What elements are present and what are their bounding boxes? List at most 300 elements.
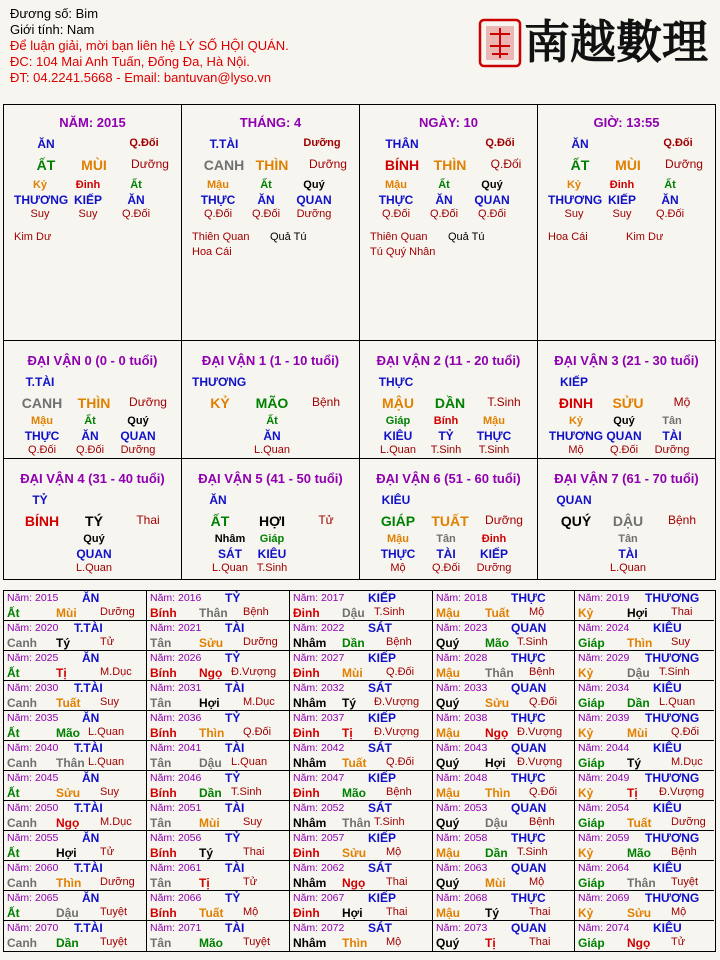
year-stem: Nhâm: [293, 876, 327, 890]
year-star: QUAN: [511, 801, 547, 815]
branch: THÌN: [255, 157, 289, 173]
year-stem: Mậu: [436, 726, 460, 740]
year-stem: Đinh: [293, 906, 320, 920]
year-stem: Giáp: [578, 876, 605, 890]
year-cell: [4, 711, 147, 741]
year-branch: Dần: [199, 786, 222, 800]
year-stage: M.Dục: [243, 696, 275, 708]
year-cell: [433, 831, 575, 861]
year-star: ĂN: [82, 711, 100, 725]
branch-star: Q.Đối: [129, 137, 159, 149]
year-stage: L.Quan: [88, 756, 125, 768]
year-branch: Sửu: [56, 786, 81, 800]
dai-van-cell: [4, 341, 182, 459]
year-branch: Thân: [342, 816, 371, 830]
dai-van-hidden-star: TỶ: [438, 429, 454, 443]
year-stage: Đ.Vượng: [517, 726, 563, 738]
year-cell: [147, 861, 290, 891]
pillar-title: NGÀY: 10: [419, 115, 478, 130]
year-stage: M.Dục: [671, 756, 703, 768]
stem-star: T.TÀI: [209, 137, 239, 151]
dai-van-hidden-star: QUAN: [606, 429, 642, 443]
year-cell: [433, 891, 575, 921]
dai-van-branch: TÝ: [85, 513, 103, 529]
year-stage: Mộ: [386, 846, 402, 858]
branch-star: Q.Đối: [663, 137, 693, 149]
year-stem: Ất: [7, 606, 20, 620]
year-label: Năm: 2044: [578, 742, 630, 754]
hidden-stage: Suy: [612, 208, 632, 220]
year-branch: Dần: [485, 846, 508, 860]
year-label: Năm: 2026: [150, 652, 202, 664]
year-stage: Bệnh: [243, 606, 269, 618]
year-branch: Thìn: [485, 786, 511, 800]
year-star: T.TÀI: [74, 861, 103, 875]
year-label: Năm: 2059: [578, 832, 630, 844]
year-label: Năm: 2034: [578, 682, 630, 694]
year-cell: [433, 861, 575, 891]
stem-star: ĂN: [37, 137, 55, 151]
year-stage: Suy: [243, 816, 262, 828]
year-label: Năm: 2036: [150, 712, 202, 724]
year-label: Năm: 2031: [150, 682, 202, 694]
year-star: T.TÀI: [74, 681, 103, 695]
dai-van-hidden-stage: Q.Đối: [75, 444, 105, 456]
year-label: Năm: 2074: [578, 922, 630, 934]
year-star: KIÊU: [653, 861, 682, 875]
year-stage: Dưỡng: [100, 606, 135, 618]
dai-van-hidden-stage: Q.Đối: [609, 444, 639, 456]
year-stage: Đ.Vượng: [374, 696, 420, 708]
year-cell: [147, 681, 290, 711]
year-cell: [433, 681, 575, 711]
year-stage: M.Dục: [100, 666, 132, 678]
year-label: Năm: 2025: [7, 652, 59, 664]
hidden-stem: Mậu: [385, 179, 407, 191]
dai-van-hidden-stem: Mậu: [387, 533, 409, 545]
year-stage: Thai: [386, 906, 408, 918]
year-branch: Dần: [627, 696, 650, 710]
year-branch: Dậu: [627, 666, 650, 680]
year-cell: [4, 681, 147, 711]
dai-van-star: THƯƠNG: [192, 375, 247, 389]
year-stem: Kỷ: [578, 906, 594, 920]
pillar-title: THÁNG: 4: [239, 115, 302, 130]
year-label: Năm: 2018: [436, 592, 488, 604]
hidden-stem: Ất: [260, 179, 272, 191]
year-cell: [290, 711, 433, 741]
branch: MÙI: [81, 157, 107, 173]
hidden-star: ĂN: [661, 193, 679, 207]
year-stage: Q.Đối: [386, 666, 415, 678]
year-cell: [575, 621, 714, 651]
dai-van-hidden-star: KIÊU: [257, 547, 287, 561]
stage: Dưỡng: [665, 157, 703, 171]
year-stem: Canh: [7, 756, 37, 770]
year-stem: Bính: [150, 906, 177, 920]
year-cell: [433, 621, 575, 651]
year-cell: [433, 741, 575, 771]
year-cell: [433, 591, 575, 621]
dai-van-hidden-stem: Ất: [266, 415, 278, 427]
year-stem: Kỷ: [578, 786, 594, 800]
year-stage: Thai: [671, 606, 693, 618]
year-branch: Hợi: [199, 696, 220, 710]
dai-van-hidden-stage: L.Quan: [75, 562, 113, 574]
dai-van-stem: QUÝ: [560, 513, 592, 529]
year-branch: Tị: [199, 876, 210, 890]
year-branch: Ngọ: [56, 816, 80, 830]
dai-van-hidden-stem: Quý: [613, 415, 635, 427]
year-stem: Bính: [150, 606, 177, 620]
dai-van-hidden-stem: Bính: [433, 415, 459, 427]
year-stem: Tân: [150, 756, 172, 770]
dai-van-branch: SỬU: [612, 395, 644, 411]
year-stage: Bệnh: [529, 816, 555, 828]
year-stage: Đ.Vượng: [374, 726, 420, 738]
year-stem: Ất: [7, 726, 20, 740]
year-stage: Mộ: [243, 906, 259, 918]
year-star: TÀI: [225, 681, 245, 695]
year-stage: Tuyệt: [671, 876, 699, 888]
dai-van-star: KIẾP: [559, 375, 588, 389]
year-cell: [4, 801, 147, 831]
dai-van-hidden-stem: Mậu: [483, 415, 505, 427]
dai-van-cell: [182, 459, 360, 579]
year-star: TÀI: [225, 861, 245, 875]
dai-van-stage: Tử: [318, 513, 334, 527]
year-label: Năm: 2030: [7, 682, 59, 694]
year-stage: Đ.Vượng: [517, 756, 563, 768]
year-star: QUAN: [511, 921, 547, 935]
year-stage: Bệnh: [386, 636, 412, 648]
header-info: [10, 6, 480, 86]
year-branch: Thân: [199, 606, 228, 620]
hidden-stem: Kỷ: [32, 179, 48, 191]
year-stage: L.Quan: [88, 726, 125, 738]
year-stage: T.Sinh: [374, 606, 405, 618]
year-star: THỰC: [511, 771, 546, 785]
year-label: Năm: 2054: [578, 802, 630, 814]
dai-van-title: ĐẠI VẬN 3 (21 - 30 tuổi): [554, 353, 699, 368]
year-stage: Mộ: [386, 936, 402, 948]
year-stem: Canh: [7, 936, 37, 950]
hidden-stage: Q.Đối: [477, 208, 507, 220]
hidden-stem: Đinh: [609, 179, 635, 191]
year-stage: Tử: [671, 936, 686, 948]
year-stage: Q.Đối: [386, 756, 415, 768]
year-branch: Thìn: [627, 636, 653, 650]
dai-van-hidden-stem: Quý: [127, 415, 149, 427]
year-stem: Bính: [150, 666, 177, 680]
year-star: ĂN: [82, 891, 100, 905]
dai-van-hidden-star: ĂN: [263, 429, 281, 443]
year-label: Năm: 2051: [150, 802, 202, 814]
stem: BÍNH: [384, 157, 420, 173]
year-cell: [147, 741, 290, 771]
shensha-item: Quả Tú: [270, 231, 307, 243]
year-stem: Nhâm: [293, 756, 327, 770]
dai-van-stem: GIÁP: [380, 513, 416, 529]
dai-van-stem: ẤT: [210, 513, 230, 529]
year-cell: [290, 651, 433, 681]
phone-email-line: ĐT: 04.2241.5668 - Email: bantuvan@lyso.vn: [10, 70, 272, 85]
hidden-star: ĂN: [435, 193, 453, 207]
year-label: Năm: 2027: [293, 652, 345, 664]
year-stem: Tân: [150, 876, 172, 890]
year-star: SÁT: [368, 741, 392, 755]
hidden-star: KIẾP: [607, 193, 636, 207]
dai-van-stage: Mộ: [673, 395, 691, 409]
year-label: Năm: 2040: [7, 742, 59, 754]
year-cell: [147, 771, 290, 801]
year-stage: Mộ: [529, 606, 545, 618]
year-stage: Dưỡng: [671, 816, 706, 828]
year-label: Năm: 2037: [293, 712, 345, 724]
year-stem: Giáp: [578, 816, 605, 830]
dai-van-hidden-stem: Đinh: [481, 533, 507, 545]
dai-van-hidden-stage: Mộ: [390, 562, 406, 574]
dai-van-stage: Dưỡng: [485, 513, 523, 527]
pillars-grid: [3, 104, 716, 580]
year-label: Năm: 2032: [293, 682, 345, 694]
year-star: TỶ: [225, 831, 241, 845]
dai-van-hidden-stage: Dưỡng: [476, 562, 512, 574]
stem-star: ĂN: [571, 137, 589, 151]
dai-van-hidden-stem: Giáp: [385, 415, 411, 427]
year-stem: Kỷ: [578, 846, 594, 860]
year-label: Năm: 2049: [578, 772, 630, 784]
year-stage: T.Sinh: [659, 666, 690, 678]
year-label: Năm: 2057: [293, 832, 345, 844]
year-label: Năm: 2050: [7, 802, 59, 814]
year-label: Năm: 2048: [436, 772, 488, 784]
dai-van-cell: [182, 341, 360, 459]
year-label: Năm: 2043: [436, 742, 488, 754]
dai-van-hidden-stem: Tân: [618, 533, 638, 545]
year-branch: Dậu: [199, 756, 222, 770]
dai-van-star: KIÊU: [381, 493, 411, 507]
year-label: Năm: 2028: [436, 652, 488, 664]
year-stage: T.Sinh: [517, 846, 548, 858]
year-label: Năm: 2042: [293, 742, 345, 754]
hidden-stage: Q.Đối: [121, 208, 151, 220]
year-branch: Tý: [627, 756, 642, 770]
year-star: KIẾP: [368, 651, 397, 665]
year-star: THƯƠNG: [645, 891, 700, 905]
year-star: QUAN: [511, 681, 547, 695]
dai-van-branch: MÃO: [255, 395, 289, 411]
year-stem: Mậu: [436, 906, 460, 920]
hidden-stem: Đinh: [75, 179, 101, 191]
dai-van-hidden-star: ĂN: [81, 429, 99, 443]
dai-van-branch: TUẤT: [431, 513, 469, 529]
year-stem: Đinh: [293, 606, 320, 620]
year-star: QUAN: [511, 621, 547, 635]
year-stage: Dưỡng: [100, 876, 135, 888]
year-stem: Nhâm: [293, 936, 327, 950]
year-star: KIẾP: [368, 711, 397, 725]
year-star: KIẾP: [368, 771, 397, 785]
year-star: SÁT: [368, 681, 392, 695]
dai-van-hidden-stage: T.Sinh: [430, 444, 462, 456]
year-stem: Kỷ: [578, 726, 594, 740]
year-branch: Tuất: [342, 756, 367, 770]
year-branch: Thân: [627, 876, 656, 890]
shensha-item: Thiên Quan: [370, 231, 428, 243]
hidden-star: ĂN: [127, 193, 145, 207]
year-stage: Bệnh: [529, 666, 555, 678]
dai-van-hidden-star: THỰC: [380, 547, 416, 561]
logo-text: 南越數理: [524, 15, 708, 69]
year-label: Năm: 2045: [7, 772, 59, 784]
year-stem: Quý: [436, 636, 460, 650]
year-stage: Mộ: [671, 906, 687, 918]
year-star: THƯƠNG: [645, 711, 700, 725]
year-cell: [575, 801, 714, 831]
dai-van-title: ĐẠI VẬN 2 (11 - 20 tuổi): [376, 353, 521, 368]
year-stem: Nhâm: [293, 816, 327, 830]
year-stage: Q.Đối: [671, 726, 700, 738]
year-label: Năm: 2067: [293, 892, 345, 904]
dai-van-hidden-star: TÀI: [436, 547, 456, 561]
hidden-stem: Quý: [481, 179, 503, 191]
year-label: Năm: 2035: [7, 712, 59, 724]
year-cell: [4, 651, 147, 681]
year-cell: [147, 891, 290, 921]
pillar-cell: [538, 105, 715, 341]
hidden-stem: Ất: [438, 179, 450, 191]
dai-van-hidden-stage: L.Quan: [379, 444, 417, 456]
year-cell: [147, 711, 290, 741]
year-cell: [575, 651, 714, 681]
year-branch: Thìn: [56, 876, 82, 890]
dai-van-hidden-stage: Dưỡng: [120, 444, 156, 456]
year-cell: [433, 921, 575, 951]
year-star: TỶ: [225, 711, 241, 725]
year-star: THƯƠNG: [645, 591, 700, 605]
year-label: Năm: 2015: [7, 592, 59, 604]
year-branch: Mão: [485, 636, 509, 650]
year-branch: Mùi: [199, 816, 220, 830]
year-star: THƯƠNG: [645, 831, 700, 845]
year-cell: [4, 771, 147, 801]
year-star: ĂN: [82, 591, 100, 605]
year-stem: Bính: [150, 846, 177, 860]
year-stage: Thai: [529, 906, 551, 918]
year-cell: [575, 831, 714, 861]
year-branch: Dần: [342, 636, 365, 650]
year-cell: [147, 621, 290, 651]
year-stem: Ất: [7, 666, 20, 680]
dai-van-hidden-star: QUAN: [120, 429, 156, 443]
dai-van-stage: Bệnh: [667, 513, 697, 527]
year-label: Năm: 2062: [293, 862, 345, 874]
year-star: T.TÀI: [74, 921, 103, 935]
hidden-stem: Ất: [130, 179, 142, 191]
dai-van-hidden-star: TÀI: [618, 547, 638, 561]
year-stage: L.Quan: [659, 696, 696, 708]
year-label: Năm: 2073: [436, 922, 488, 934]
year-stem: Ất: [7, 786, 20, 800]
year-branch: Sửu: [627, 906, 652, 920]
dai-van-hidden-stem: Giáp: [259, 533, 285, 545]
hidden-stage: Q.Đối: [381, 208, 411, 220]
hidden-stage: Q.Đối: [429, 208, 459, 220]
dai-van-hidden-star: THƯƠNG: [548, 429, 604, 443]
year-branch: Thân: [485, 666, 514, 680]
dai-van-hidden-star: QUAN: [76, 547, 112, 561]
year-star: QUAN: [511, 861, 547, 875]
year-label: Năm: 2066: [150, 892, 202, 904]
year-branch: Hợi: [485, 756, 506, 770]
year-branch: Ngọ: [627, 936, 651, 950]
year-star: KIẾP: [368, 831, 397, 845]
year-star: SÁT: [368, 861, 392, 875]
year-branch: Hợi: [627, 606, 648, 620]
year-stage: Suy: [671, 636, 690, 648]
year-cell: [575, 711, 714, 741]
year-stem: Ất: [7, 906, 20, 920]
logo: [476, 6, 716, 72]
year-label: Năm: 2022: [293, 622, 345, 634]
year-star: ĂN: [82, 771, 100, 785]
year-label: Năm: 2021: [150, 622, 202, 634]
dai-van-hidden-stem: Mậu: [31, 415, 53, 427]
year-stem: Kỷ: [578, 666, 594, 680]
year-star: KIẾP: [368, 891, 397, 905]
stage: Dưỡng: [309, 157, 347, 171]
year-cell: [147, 591, 290, 621]
year-branch: Mùi: [627, 726, 648, 740]
hidden-star: QUAN: [296, 193, 332, 207]
year-star: SÁT: [368, 921, 392, 935]
dai-van-hidden-stem: Tân: [436, 533, 456, 545]
dai-van-cell: [360, 341, 538, 459]
year-star: SÁT: [368, 621, 392, 635]
dai-van-title: ĐẠI VẬN 5 (41 - 50 tuổi): [198, 471, 343, 486]
hidden-star: THỰC: [200, 193, 236, 207]
year-stem: Mậu: [436, 666, 460, 680]
year-stage: T.Sinh: [374, 816, 405, 828]
year-branch: Dậu: [485, 816, 508, 830]
pillar-cell: [4, 105, 182, 341]
dai-van-stage: Thai: [136, 513, 160, 527]
hidden-stem: Ất: [664, 179, 676, 191]
stem: ẤT: [570, 157, 590, 173]
year-stem: Canh: [7, 816, 37, 830]
dai-van-cell: [360, 459, 538, 579]
year-cell: [4, 921, 147, 951]
year-cell: [290, 801, 433, 831]
year-branch: Thìn: [342, 936, 368, 950]
hidden-star: QUAN: [474, 193, 510, 207]
year-branch: Tuất: [627, 816, 652, 830]
hidden-star: THƯƠNG: [548, 193, 603, 207]
hidden-stage: Q.Đối: [251, 208, 281, 220]
hidden-star: THƯƠNG: [14, 193, 69, 207]
year-stage: Đ.Vượng: [659, 786, 705, 798]
year-stem: Mậu: [436, 846, 460, 860]
hidden-stem: Quý: [303, 179, 325, 191]
dai-van-hidden-stem: Tân: [662, 415, 682, 427]
year-stem: Đinh: [293, 786, 320, 800]
dai-van-hidden-stage: L.Quan: [609, 562, 647, 574]
year-branch: Mão: [627, 846, 651, 860]
dai-van-title: ĐẠI VẬN 7 (61 - 70 tuổi): [554, 471, 699, 486]
year-stem: Tân: [150, 696, 172, 710]
year-star: T.TÀI: [74, 801, 103, 815]
